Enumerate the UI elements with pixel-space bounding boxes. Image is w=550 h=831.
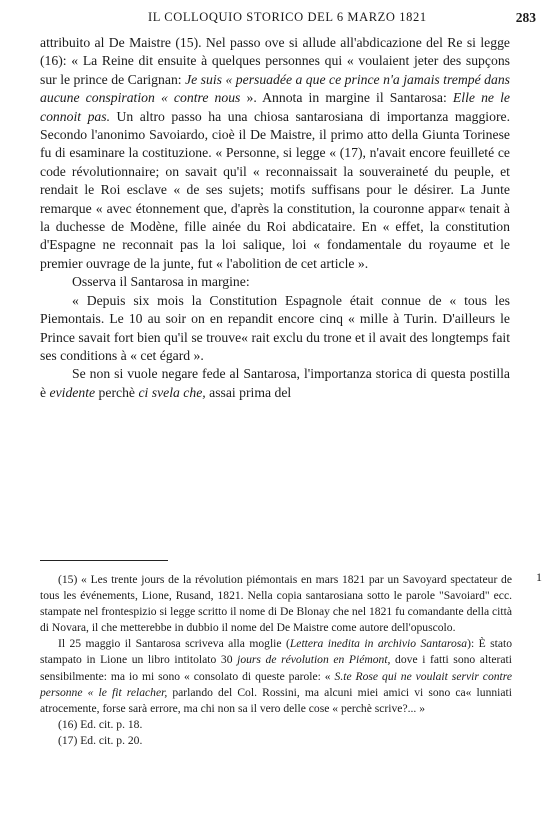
footnotes	[40, 572, 512, 749]
paragraph-2: Osserva il Santarosa in margine:	[72, 274, 250, 290]
main-text	[40, 34, 510, 402]
footnote-separator	[40, 560, 168, 561]
quotation-paragraph: « Depuis six mois la Constitution Espagnole était connue de « tous les Piemontais. Le 10 au soir on en repandit encore cinq « mille à Turin. D'ailleurs le Prince savait fort bien qu'il se trouve« rait exclu du trone et il avait des longtemps fait ses conditions à « cet égard ».	[40, 292, 510, 363]
footnote-16: (16) Ed. cit. p. 18.	[58, 717, 143, 731]
footnote-17: (17) Ed. cit. p. 20.	[58, 733, 143, 747]
margin-mark: 1	[536, 570, 542, 584]
footnote-15: (15) « Les trente jours de la révolution piémontais en mars 1821 par un Savoyard spectateur de tous les événements, Lione, Rusand, 1821. Nella copia santarosiana sotto le parole "Savoiard" ecc. stampate nel frontespizio si legge scritto il nome di De Blonay che nel 1821 fu comandante della città di Novara, il che metterebbe in dubbio il nome del De Maistre come autore dell'opuscolo.	[40, 573, 512, 635]
paragraph-1: attribuito al De Maistre (15). Nel passo ove si allude all'abdicazione del Re si legge (16): « La Reine dit ensuite à quelques personnes qui « voulaient jeter des supçons sur le prince de Carignan: Je suis « persuadée a que ce prince n'a jamais trempé dans aucune conspiration « contre nous ». Annota in margine il Santarosa: Elle ne le connoit pas. Un altro passo ha una chiosa santarosiana di importanza maggiore. Secondo l'anonimo Savoiardo, cioè il De Maistre, il primo atto della Giunta Torinese fu di esaminare la costituzione. « Personne, si legge « (17), n'avait encore feuilleté ce code révolutionnaire; on savait qu'il « reconnaissait la souveraineté du peuple, et rendait le Roi esclave « de ses sujets; motifs suffisans pour le désirer. La Junte remarque « avec étonnement que, d'après la constitution, la couronne appar« tenait à la duchesse de Modène, fille ainée du Roi abdicataire. En « effet, la constitution d'Espagne ne reconnait pas la loi salique, loi « fondamentale du royaume et le premier ouvrage de la junte, fut « l'abolition de cet article ».	[40, 35, 511, 271]
running-title: IL COLLOQUIO STORICO DEL 6 MARZO 1821	[148, 10, 427, 24]
paragraph-4: Se non si vuole negare fede al Santarosa, l'importanza storica di questa postilla è evidente perchè ci svela che, assai prima del	[40, 366, 510, 400]
footnote-15-continued: Il 25 maggio il Santarosa scriveva alla moglie (Lettera inedita in archivio Santarosa): È stato stampato in Lione un libro intitolato 30 jours de révolution en Piémont, dove i fatti sono alterati sensibilmente: ma io mi sono « consolato di queste parole: « S.te Rose qui ne voulait servir contre personne « le fit relacher, parlando del Col. Rossini, ma alcuni miei amici vi sono ca« lunniati atrocemente, forse sarà errore, ma chi non sa il vero delle cose « perchè scrive?... »	[40, 637, 513, 715]
running-header	[0, 8, 550, 30]
page-number: 283	[515, 10, 536, 25]
